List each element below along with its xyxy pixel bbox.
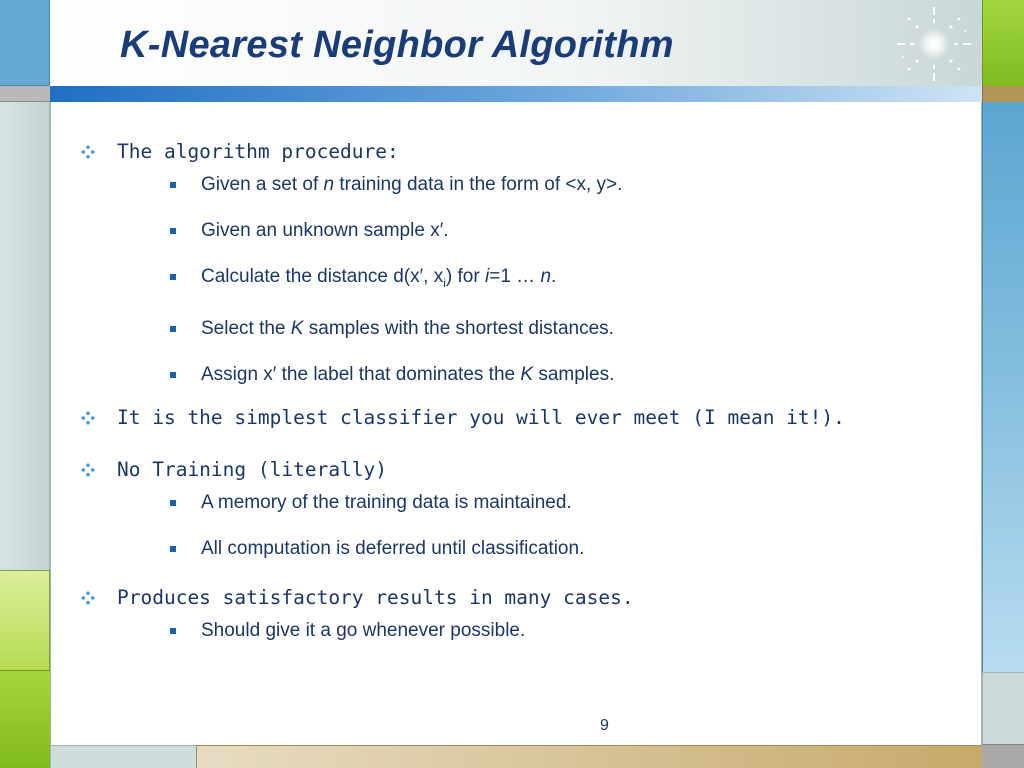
slide-title: K-Nearest Neighbor Algorithm bbox=[120, 24, 674, 66]
square-bullet-icon bbox=[170, 628, 176, 634]
bullet-item bbox=[78, 138, 958, 388]
bullet-item bbox=[78, 456, 958, 562]
sparkle-icon bbox=[893, 3, 975, 85]
sub-bullet-text: Given a set of bbox=[201, 174, 324, 195]
four-diamond-icon bbox=[78, 138, 98, 166]
subscript-text: i bbox=[443, 275, 446, 290]
sub-bullet-text-italic: i bbox=[484, 266, 490, 287]
sub-bullet-text-italic: K bbox=[520, 363, 534, 385]
frame-tile-right-green bbox=[982, 0, 1024, 86]
square-bullet-icon bbox=[170, 500, 176, 506]
sub-bullet-item bbox=[117, 218, 958, 244]
sub-bullet-item bbox=[117, 316, 958, 342]
frame-tile-right-bottom bbox=[982, 744, 1024, 768]
square-bullet-icon bbox=[170, 228, 176, 234]
bullet-text: No Training (literally) bbox=[117, 457, 388, 481]
frame-tile-left-green bbox=[0, 670, 50, 768]
sub-bullet-list bbox=[117, 172, 958, 388]
bullet-text: Produces satisfactory results in many cases. bbox=[117, 585, 634, 609]
frame-tile-left-green-light bbox=[0, 570, 50, 670]
sub-bullet-text: Calculate the distance d(x′, x bbox=[201, 266, 444, 287]
sub-bullet-text: Should give it a go whenever possible. bbox=[201, 619, 526, 641]
square-bullet-icon bbox=[170, 182, 176, 188]
frame-tile-bottom-left bbox=[50, 745, 196, 768]
sub-bullet-text: samples with the shortest distances. bbox=[303, 317, 614, 339]
frame-tile-bottom-tan bbox=[196, 745, 982, 768]
sub-bullet-text: All computation is deferred until classification. bbox=[201, 537, 585, 559]
four-diamond-icon bbox=[78, 584, 98, 612]
sub-bullet-item bbox=[117, 264, 958, 296]
sub-bullet-text: =1 … bbox=[489, 266, 541, 287]
page-number: 9 bbox=[600, 717, 609, 734]
four-diamond-icon bbox=[78, 456, 98, 484]
sub-bullet-text: samples. bbox=[533, 363, 615, 385]
sub-bullet-text: Given an unknown sample x′. bbox=[201, 220, 449, 241]
frame-tile-right-blue bbox=[982, 102, 1024, 672]
square-bullet-icon bbox=[170, 326, 176, 332]
square-bullet-icon bbox=[170, 372, 176, 378]
sub-bullet-item bbox=[117, 490, 958, 516]
sub-bullet-list bbox=[117, 490, 958, 562]
sub-bullet-item bbox=[117, 172, 958, 198]
bullet-text: The algorithm procedure: bbox=[117, 140, 399, 163]
sub-bullet-text-italic: n bbox=[323, 174, 335, 195]
sub-bullet-text-italic: n bbox=[540, 266, 552, 287]
frame-tile-left-top bbox=[0, 0, 50, 86]
frame-tile-left-middle bbox=[0, 102, 50, 570]
frame-tile-left-band bbox=[0, 86, 50, 102]
bullet-item bbox=[78, 404, 958, 432]
blue-accent-bar bbox=[50, 86, 982, 102]
bullet-list bbox=[78, 138, 958, 658]
sub-bullet-text-italic: K bbox=[290, 317, 304, 339]
square-bullet-icon bbox=[170, 274, 176, 280]
sub-bullet-text: A memory of the training data is maintained. bbox=[201, 491, 572, 513]
frame-tile-right-grey bbox=[982, 672, 1024, 744]
sub-bullet-list bbox=[117, 618, 958, 644]
four-diamond-icon bbox=[78, 404, 98, 432]
sub-bullet-text: Select the bbox=[201, 317, 291, 339]
sub-bullet-item bbox=[117, 618, 958, 644]
square-bullet-icon bbox=[170, 546, 176, 552]
sub-bullet-item bbox=[117, 362, 958, 388]
bullet-item bbox=[78, 584, 958, 644]
sub-bullet-text: ) for bbox=[445, 266, 485, 287]
sub-bullet-text: training data in the form of <x, y>. bbox=[334, 174, 623, 195]
bullet-text: It is the simplest classifier you will ever meet (I mean it!). bbox=[117, 405, 845, 429]
frame-tile-right-tan bbox=[982, 86, 1024, 102]
sub-bullet-text: . bbox=[551, 266, 557, 287]
sub-bullet-text: Assign x′ the label that dominates the bbox=[201, 363, 521, 385]
sub-bullet-item bbox=[117, 536, 958, 562]
